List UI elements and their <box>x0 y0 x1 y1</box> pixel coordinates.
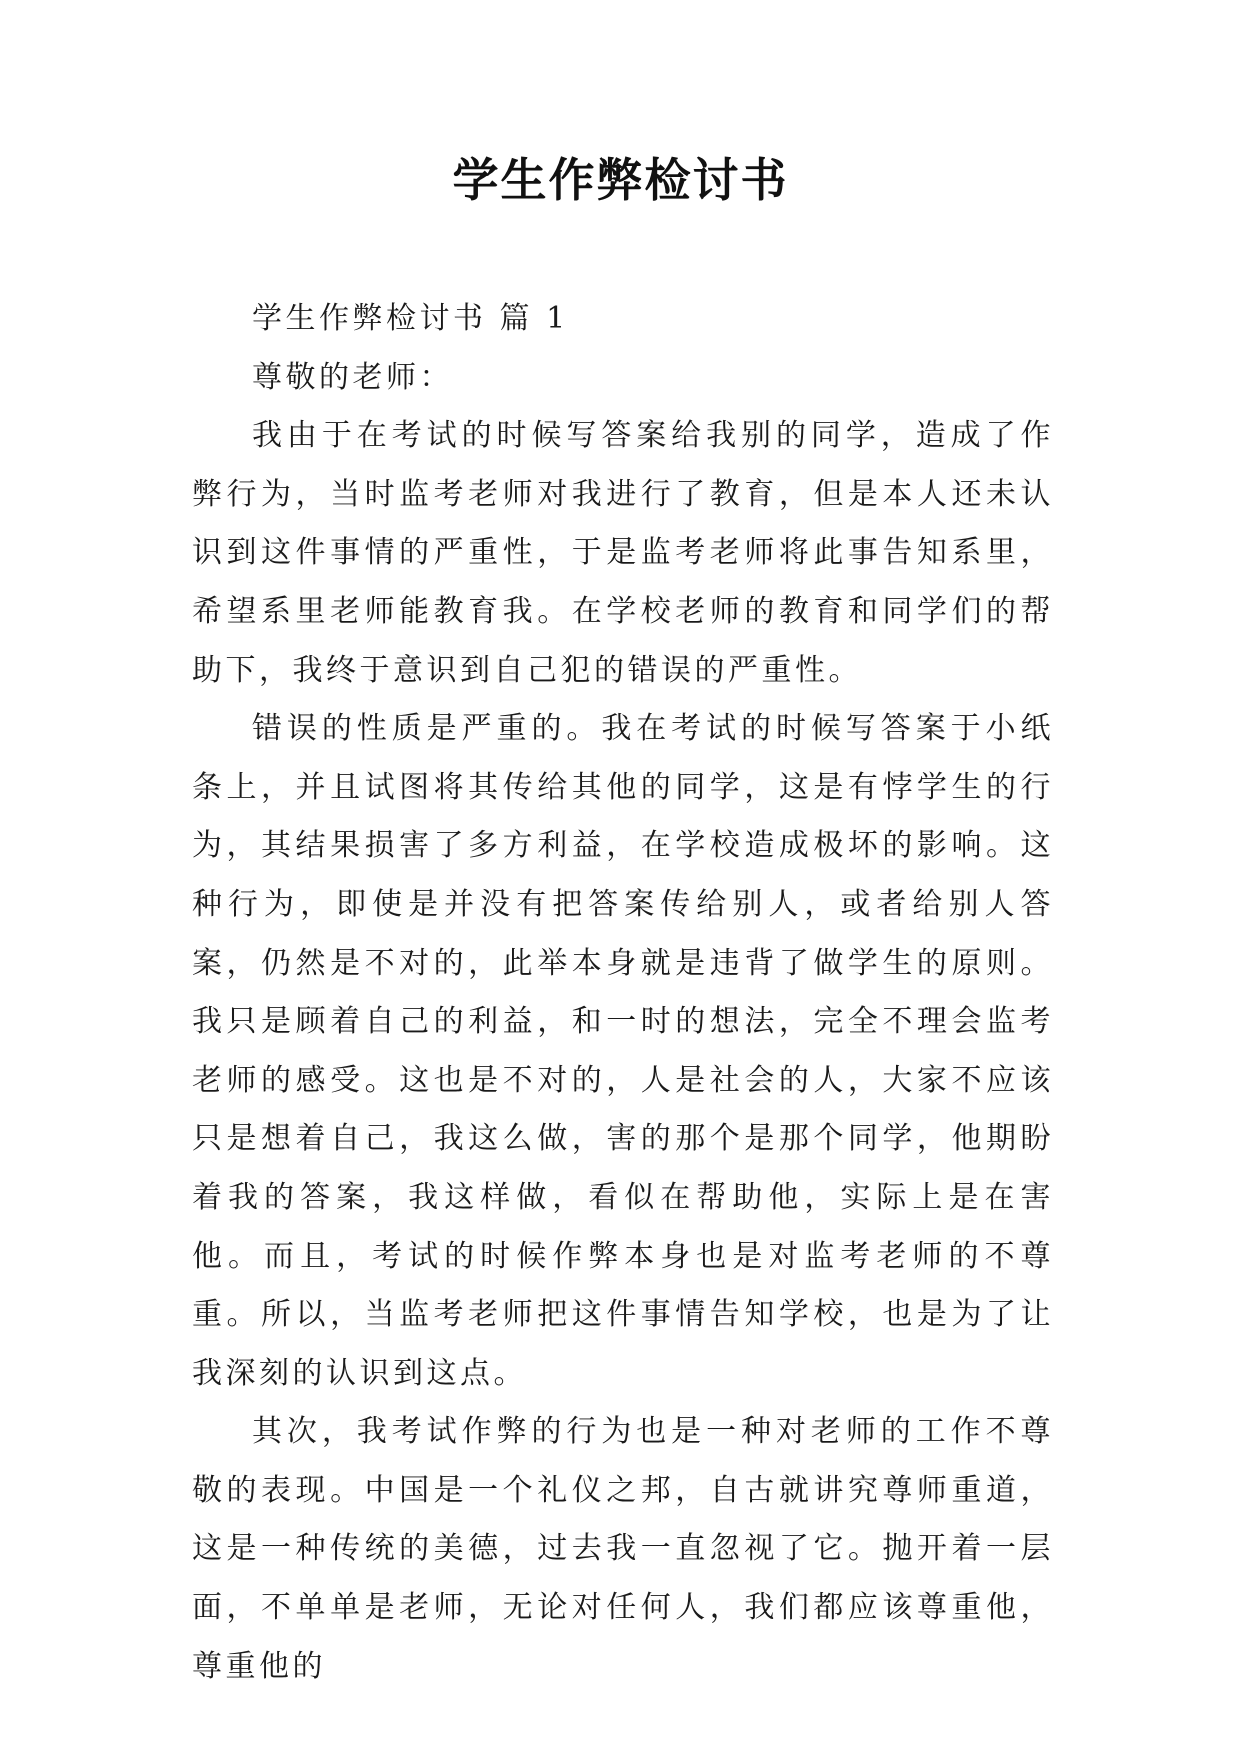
paragraph-2: 错误的性质是严重的。我在考试的时候写答案于小纸条上，并且试图将其传给其他的同学，这是有悖学生的行为，其结果损害了多方利益，在学校造成极坏的影响。这种行为，即使是并没有把答案传给别人，或者给别人答案，仍然是不对的，此举本身就是违背了做学生的原则。我只是顾着自己的利益，和一时的想法，完全不理会监考老师的感受。这也是不对的，人是社会的人，大家不应该只是想着自己，我这么做，害的那个是那个同学，他期盼着我的答案，我这样做，看似在帮助他，实际上是在害他。而且，考试的时候作弊本身也是对监考老师的不尊重。所以，当监考老师把这件事情告知学校，也是为了让我深刻的认识到这点。 <box>192 711 1054 1391</box>
document-body <box>192 290 1054 1696</box>
paragraph-3: 其次，我考试作弊的行为也是一种对老师的工作不尊敬的表现。中国是一个礼仪之邦，自古就讲究尊师重道，这是一种传统的美德，过去我一直忽视了它。抛开着一层面，不单单是老师，无论对任何人，我们都应该尊重他，尊重他的 <box>192 1414 1054 1684</box>
document-title: 学生作弊检讨书 <box>452 153 789 207</box>
paragraph-1: 我由于在考试的时候写答案给我别的同学，造成了作弊行为，当时监考老师对我进行了教育，但是本人还未认识到这件事情的严重性，于是监考老师将此事告知系里，希望系里老师能教育我。在学校老师的教育和同学们的帮助下，我终于意识到自己犯的错误的严重性。 <box>192 418 1054 688</box>
section-heading: 学生作弊检讨书 篇 1 <box>252 301 569 336</box>
salutation: 尊敬的老师： <box>252 359 453 395</box>
